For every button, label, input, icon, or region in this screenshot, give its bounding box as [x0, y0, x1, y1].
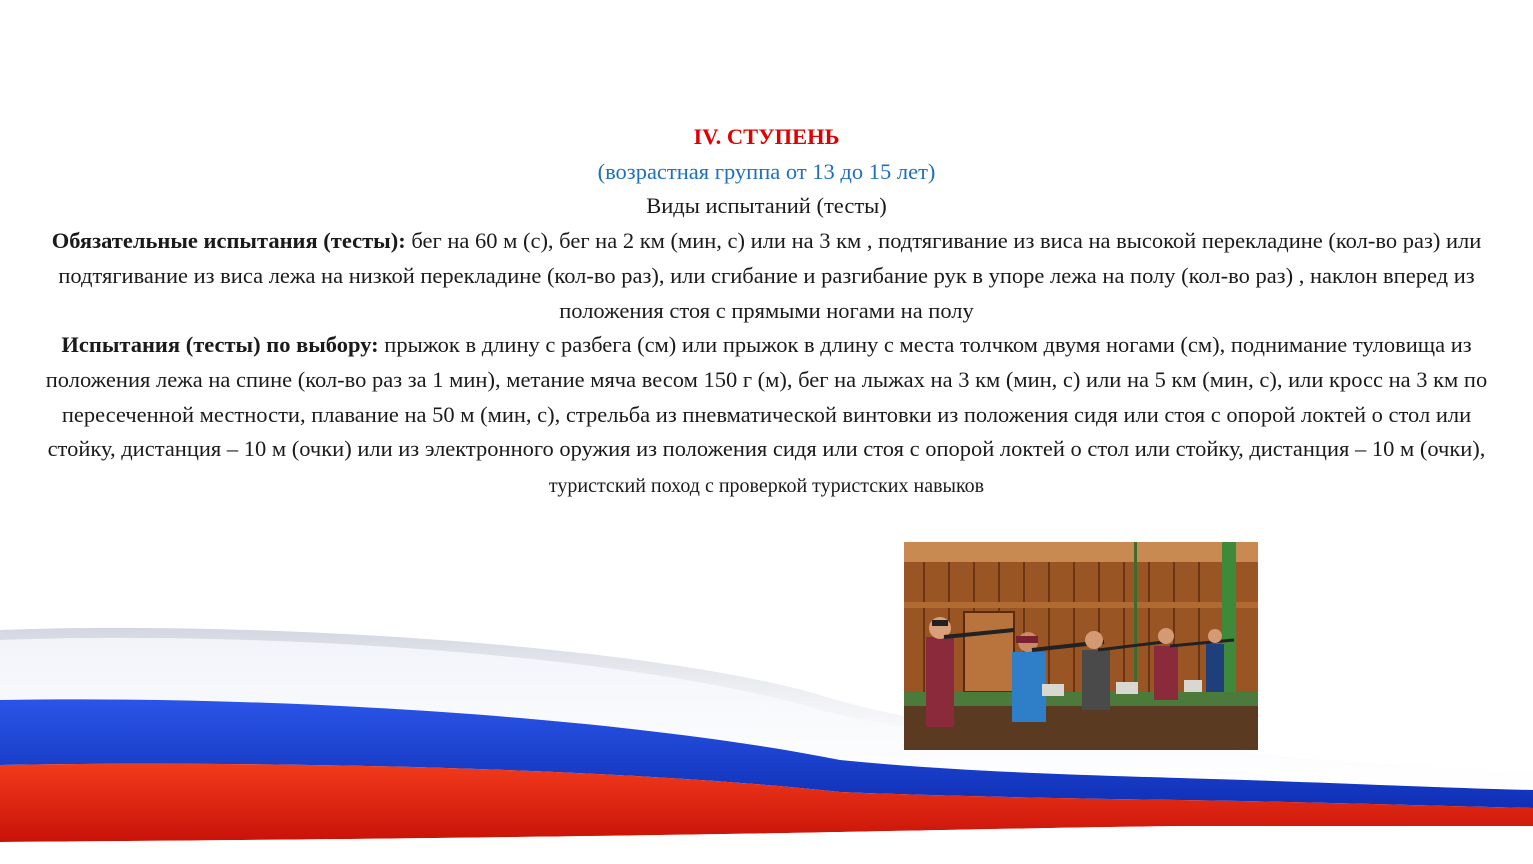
tests-label: Виды испытаний (тесты) [646, 193, 887, 219]
mandatory-tests-paragraph [30, 224, 1503, 328]
slide-text [30, 120, 1503, 504]
shooting-range-photo [904, 542, 1258, 750]
age-group: (возрастная группа от 13 до 15 лет) [597, 158, 936, 184]
optional-tests-paragraph [30, 328, 1503, 504]
optional-tests-text-small: туристский поход с проверкой туристских навыков [548, 475, 985, 498]
mandatory-tests-text: бег на 60 м (с), бег на 2 км (мин, с) или на 3 км , подтягивание из виса на высокой перекладине (кол-во раз) или подтягивание из виса лежа на низкой перекладине (кол-во раз), или сгибание и разгибание рук в упоре лежа на полу (кол-во раз) , наклон вперед из положения стоя с прямыми ногами на полу [58, 228, 1482, 323]
slide-title: IV. СТУПЕНЬ [693, 124, 840, 149]
optional-tests-label: Испытания (тесты) по выбору: [61, 332, 379, 358]
optional-tests-text: прыжок в длину с разбега (см) или прыжок в длину с места толчком двумя ногами (см), поднимание туловища из положения лежа на спине (кол-во раз за 1 мин), метание мяча весом 150 г (м), бег на лыжах на 3 км (мин, с) или на 5 км (мин, с), или кросс на 3 км по пересеченной местности, плавание на 50 м (мин, с), стрельба из пневматической винтовки из положения сидя или стоя с опорой локтей о стол или стойку, дистанция – 10 м (очки) или из электронного оружия из положения сидя или стоя с опорой локтей о стол или стойку, дистанция – 10 м (очки), [45, 332, 1488, 462]
mandatory-tests-label: Обязательные испытания (тесты): [51, 228, 406, 254]
russian-flag-ribbon [0, 600, 1533, 864]
